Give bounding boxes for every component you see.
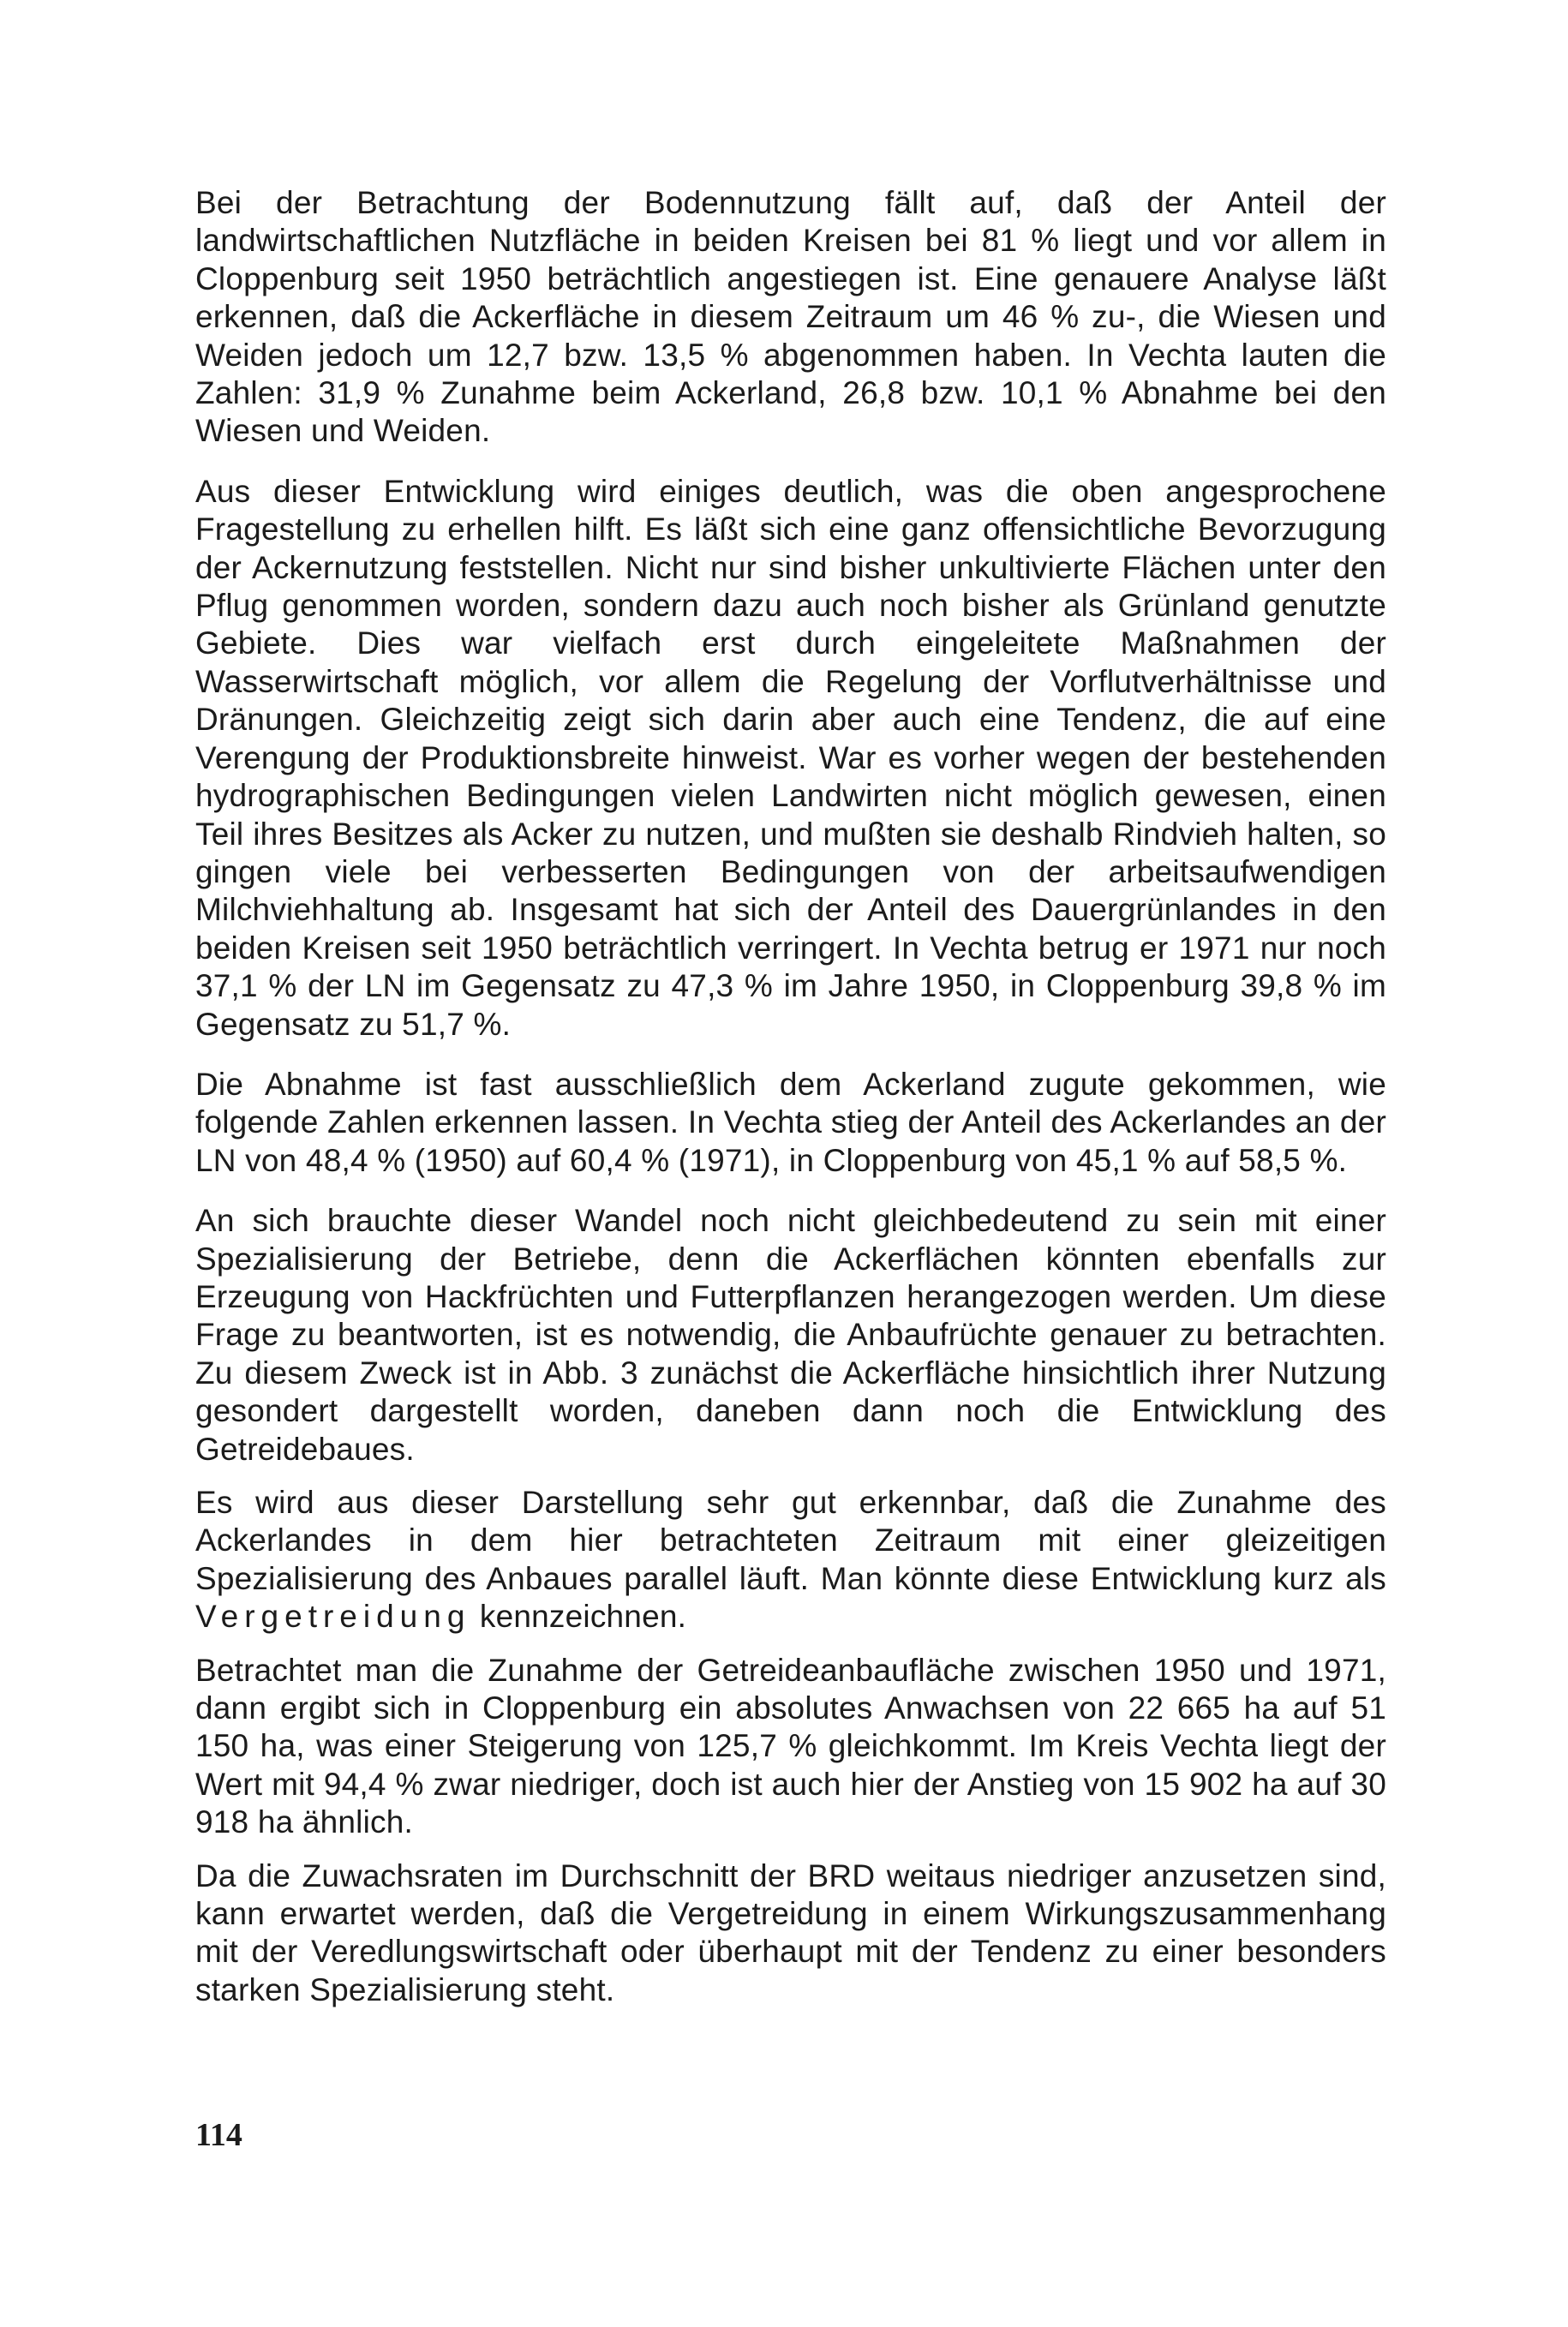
paragraph-spezialisierung: An sich brauchte dieser Wandel noch nicht gleichbedeutend zu sein mit einer Spezialisierung der Betriebe, denn die Ackerflächen könnten ebenfalls zur Erzeugung von Hackfrüchten und Futterpflanzen herangezogen werden. Um diese Frage zu beantworten, ist es notwendig, die Anbaufrüchte genauer zu betrachten. Zu diesem Zweck ist in Abb. 3 zunächst die Ackerfläche hinsichtlich ihrer Nutzung gesondert dargestellt worden, daneben dann noch die Entwicklung des Getreidebaues. (195, 1203, 1386, 1467)
page-body (195, 184, 1386, 2031)
paragraph-vergetreidung-end: kennzeichnen. (479, 1599, 687, 1635)
paragraph-entwicklung: Aus dieser Entwicklung wird einiges deutlich, was die oben angesprochene Fragestellung zu erhellen hilft. Es läßt sich eine ganz offensichtliche Bevorzugung der Ackernutzung feststellen. Nicht nur sind bisher unkultivierte Flächen unter den Pflug genommen worden, sondern dazu auch noch bisher als Grünland genutzte Gebiete. Dies war vielfach erst durch eingeleitete Maßnahmen der Wasserwirtschaft möglich, vor allem die Regelung der Vorflutverhältnisse und Dränungen. Gleichzeitig zeigt sich darin aber auch eine Tendenz, die auf eine Verengung der Produktionsbreite hinweist. War es vorher wegen der bestehenden hydrographischen Bedingungen vielen Landwirten nicht möglich gewesen, einen Teil ihres Besitzes als Acker zu nutzen, und mußten sie deshalb Rindvieh halten, so gingen viele bei verbesserten Bedingungen von der arbeitsaufwendigen Milchviehhaltung ab. Insgesamt hat sich der Anteil des Dauergrünlandes in den beiden Kreisen seit 1950 beträchtlich verringert. In Vechta betrug er 1971 nur noch 37,1 % der LN im Gegensatz zu 47,3 % im Jahre 1950, in Cloppenburg 39,8 % im Gegensatz zu 51,7 %. (195, 473, 1386, 1042)
paragraph-vergetreidung-text: Es wird aus dieser Darstellung sehr gut erkennbar, daß die Zunahme des Ackerlandes in dem hier betrachteten Zeitraum mit einer gleizeitigen Spezialisierung des Anbaues parallel läuft. Man könnte diese Entwicklung kurz als (195, 1485, 1386, 1596)
paragraph-bodennutzung: Bei der Betrachtung der Bodennutzung fällt auf, daß der Anteil der landwirtschaftlichen Nutzfläche in beiden Kreisen bei 81 % liegt und vor allem in Cloppenburg seit 1950 beträchtlich angestiegen ist. Eine genauere Analyse läßt erkennen, daß die Ackerfläche in diesem Zeitraum um 46 % zu-, die Wiesen und Weiden jedoch um 12,7 bzw. 13,5 % abgenommen haben. In Vechta lauten die Zahlen: 31,9 % Zunahme beim Ackerland, 26,8 bzw. 10,1 % Abnahme bei den Wiesen und Weiden. (195, 185, 1386, 449)
paragraph-getreideanbau: Betrachtet man die Zunahme der Getreideanbaufläche zwischen 1950 und 1971, dann ergibt sich in Cloppenburg ein absolutes Anwachsen von 22 665 ha auf 51 150 ha, was einer Steigerung von 125,7 % gleichkommt. Im Kreis Vechta liegt der Wert mit 94,4 % zwar niedriger, doch ist auch hier der Anstieg von 15 902 ha auf 30 918 ha ähnlich. (195, 1652, 1386, 1840)
paragraph-abnahme: Die Abnahme ist fast ausschließlich dem Ackerland zugute gekommen, wie folgende Zahlen erkennen lassen. In Vechta stieg der Anteil des Ackerlandes an der LN von 48,4 % (1950) auf 60,4 % (1971), in Cloppenburg von 45,1 % auf 58,5 %. (195, 1066, 1386, 1178)
page-number: 114 (195, 2117, 242, 2153)
paragraph-zuwachsraten: Da die Zuwachsraten im Durchschnitt der BRD weitaus niedriger anzusetzen sind, kann erwartet werden, daß die Vergetreidung in einem Wirkungszusammenhang mit der Veredlungswirtschaft oder überhaupt mit der Tendenz zu einer besonders starken Spezialisierung steht. (195, 1857, 1386, 2007)
paragraph-vergetreidung (195, 1484, 1386, 1636)
emphasis-vergetreidung: Vergetreidung (195, 1599, 471, 1635)
